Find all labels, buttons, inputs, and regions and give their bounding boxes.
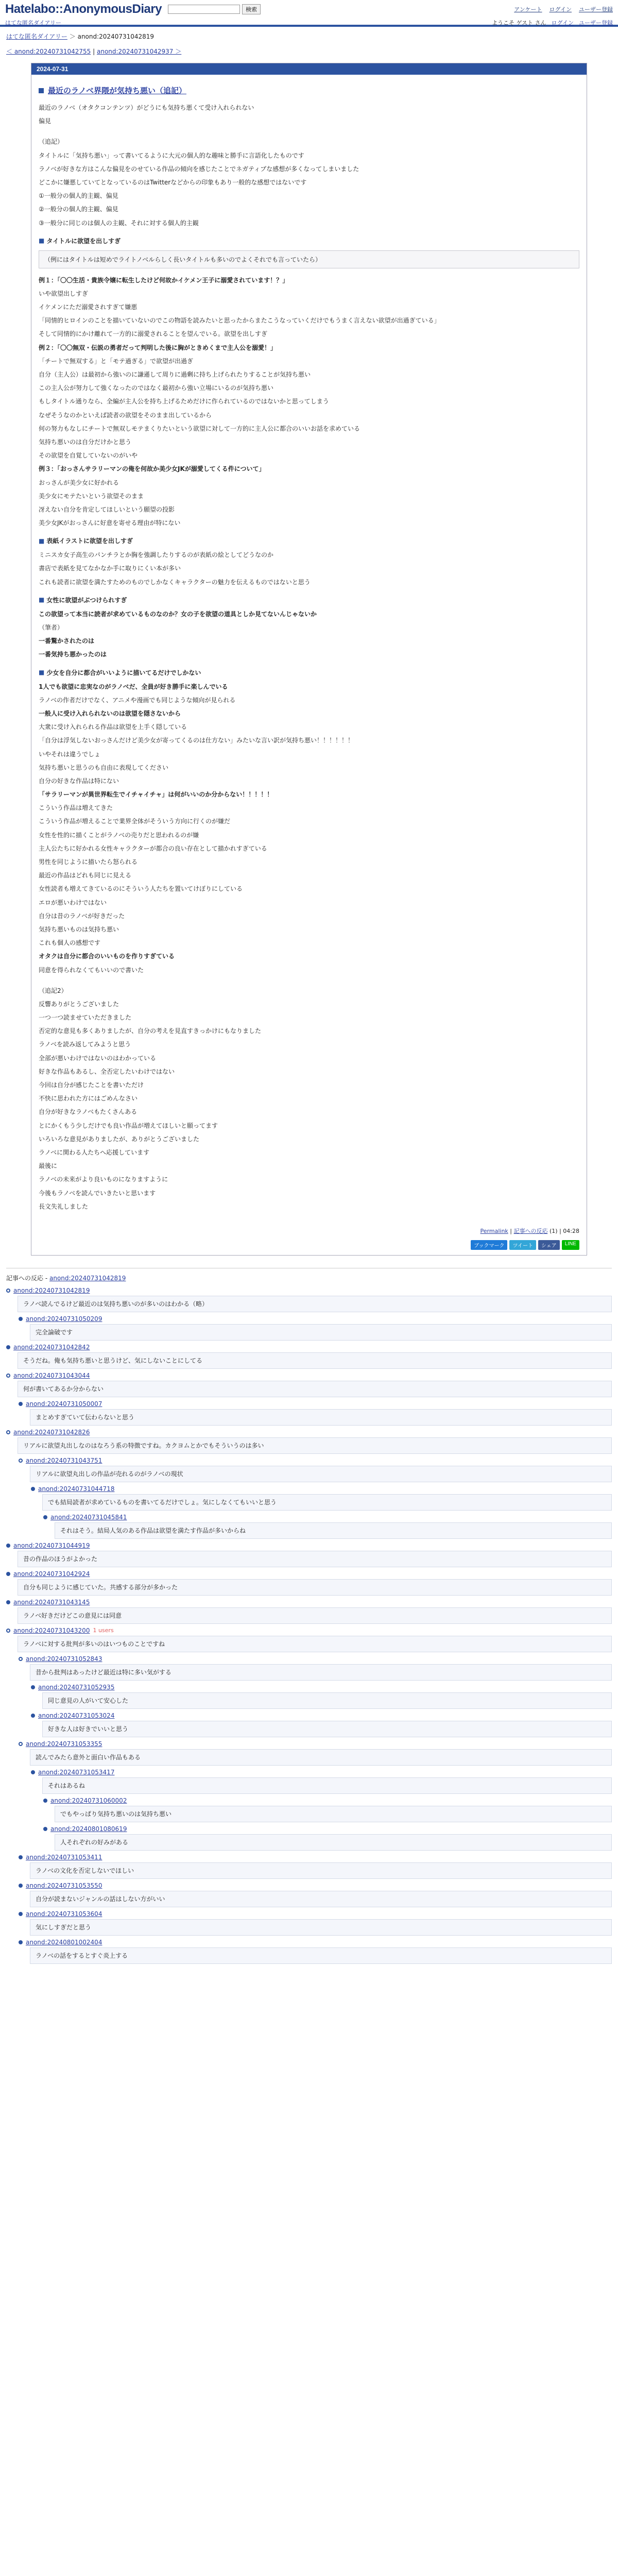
section-paragraph: エロが悪いわけではない [39,899,107,906]
top-bar [0,0,618,19]
trackback-excerpt: でもやっぱり気持ち悪いのは気持ち悪い [55,1806,612,1822]
expand-circle-icon[interactable] [19,1459,23,1463]
section-paragraph: ミニスカ女子高生のパンチラとか胸を強調したりするのが表紙の絵としてどうなのか [39,551,274,559]
trackback-item [6,1370,612,1399]
section-paragraph: いや欲望出しすぎ [39,290,89,297]
article-body [31,75,587,1222]
trackback-link[interactable]: anond:20240731043145 [13,1598,90,1606]
share-buttons [31,1238,587,1255]
article-addendum2 [39,999,579,1212]
article-intro [39,103,579,126]
section-paragraph: 主人公たちに好かれる女性キャラクターが都合の良い存在として描かれすぎている [39,844,267,852]
expand-circle-icon[interactable] [6,1374,10,1378]
addendum2-paragraph: ラノベを読み返してみようと思う [39,1041,131,1048]
tree-heading-prefix: 記事への反応 - [6,1274,48,1282]
section-heading [39,596,579,604]
section-square-icon: ■ [39,237,45,245]
bullet-dot-icon[interactable] [19,1940,23,1944]
section-square-icon: ■ [39,537,45,545]
section-paragraph: いやそれは違うでしょ [39,750,101,758]
trackback-item [19,1654,612,1682]
section-paragraph: オタクは自分に都合のいいものを作りすぎている [39,953,175,960]
trackback-item [19,1880,612,1909]
trackback-link[interactable]: anond:20240731045841 [50,1513,127,1521]
section-heading-text: 表紙イラストに欲望を出しすぎ [46,537,133,545]
expand-circle-icon[interactable] [6,1289,10,1293]
bullet-dot-icon[interactable] [19,1402,23,1406]
trackback-link[interactable]: anond:20240731052843 [26,1655,102,1663]
trackback-item [31,1682,612,1710]
sub-bar [0,19,618,27]
trackback-link[interactable]: anond:20240731042826 [13,1428,90,1436]
section-heading-text: 女性に欲望がぶつけられすぎ [46,596,127,604]
trackback-link[interactable]: anond:20240731052935 [38,1683,115,1691]
trackback-link[interactable]: anond:20240801080619 [50,1825,127,1833]
trackback-excerpt: それはそう。結局人気のある作品は欲望を満たす作品が多いからね [55,1522,612,1539]
section-paragraph: 例１：「〇〇生活・貴族令嬢に転生したけど何故かイケメン王子に溺愛されています！？」 [39,276,289,284]
section-paragraph: 「自分は浮気しないおっさんだけど美少女が寄ってくるのは仕方ない」みたいな言い訳が気持ち悪い！！！！！！ [39,737,354,744]
section-paragraph: 最近の作品はどれも同じに見える [39,872,132,879]
bullet-dot-icon[interactable] [19,1317,23,1321]
tweet-button[interactable]: ツイート [509,1240,536,1250]
trackback-link[interactable]: anond:20240731044919 [13,1541,90,1549]
article-title [39,85,579,96]
tree-heading-id[interactable]: anond:20240731042819 [49,1274,126,1282]
bullet-dot-icon[interactable] [19,1912,23,1916]
section-heading-text: 少女を自分に都合がいいように描いてるだけでしかない [46,669,201,676]
section-paragraph: 気持ち悪いと思うのも自由に表現してください [39,764,169,771]
trackback-excerpt: ラノベ読んでるけど最近のは気持ち悪いのが多いのはわかる（略） [18,1296,612,1312]
trackback-excerpt: リアルに欲望丸出しなのはなろう系の特徴ですね。カクヨムとかでもそういうのは多い [18,1437,612,1454]
section-paragraph: こういう作品が増えることで業界全体がそういう方向に行くのが嫌だ [39,818,231,825]
trackback-excerpt: 昔の作品のほうがよかった [18,1551,612,1567]
trackback-excerpt: 完全論破です [30,1324,612,1341]
addendum2-paragraph: 不快に思われた方にはごめんなさい [39,1095,138,1103]
addendum2-paragraph: 長文失礼しました [39,1202,89,1210]
article-time: 04:28 [563,1227,579,1234]
addendum2-paragraph: 全部が悪いわけではないのはわかっている [39,1054,157,1062]
bullet-dot-icon[interactable] [43,1827,47,1831]
section-paragraph: 1人でも欲望に忠実なのがラノベだ、全員が好き勝手に楽しんでいる [39,683,228,690]
trackback-link[interactable]: anond:20240731042842 [13,1343,90,1351]
addendum2-paragraph: 自分が好きなラノベもたくさんある [39,1108,138,1116]
addendum2-paragraph: 今回は自分が感じたことを書いただけ [39,1081,144,1089]
section-paragraph: 「同情的ヒロインのことを描いていないのでこの物語を読みたいと思ったからまたこうなっていくだけでもうまく言えない欲望が出過ぎている」 [39,317,440,325]
bullet-dot-icon[interactable] [19,1884,23,1888]
trackback-item [31,1484,612,1512]
trackback-excerpt: 同じ意見の人がいて安心した [42,1692,612,1709]
section-paragraph: そして同情的にかけ離れて一方的に溺愛されることを望んでいる。欲望を出しすぎ [39,330,268,338]
section-paragraph: 同意を得られなくてもいいので書いた [39,966,144,974]
trackback-link[interactable]: 記事への反応 [513,1227,548,1234]
addendum2-paragraph: 今後もラノベを読んでいきたいと思います [39,1189,156,1197]
section-paragraph: 気持ち悪いのは自分だけかと思う [39,438,132,446]
trackback-tree [6,1285,612,1965]
section-paragraph: この欲望って本当に読者が求めているものなのか？女の子を欲望の道具としか見てないんじゃないか [39,610,317,618]
bullet-dot-icon[interactable] [6,1544,10,1548]
search-input[interactable] [168,5,240,14]
bullet-dot-icon[interactable] [6,1600,10,1604]
trackback-tree-heading [6,1268,612,1282]
trackback-excerpt: ラノベに対する批判が多いのはいつものことですね [18,1636,612,1652]
breadcrumb-sep: ＞ [69,33,76,40]
section-paragraph: 美少女にモテたいという欲望そのまま [39,492,144,500]
title-square-icon [39,88,44,93]
section-paragraph: （筆者） [39,624,64,631]
trackback-item [31,1710,612,1739]
section-paragraph: 「チートで無双する」と「モテ過ぎる」で欲望が出過ぎ [39,357,194,365]
section-paragraph: 何の努力もなしにチートで無双しモテまくりたいという欲望に対して一方的に主人公に都合のいいお話を求めている [39,425,360,432]
section-paragraph: 気持ち悪いものは気持ち悪い [39,925,119,933]
addendum-paragraph: ②一般分の個人的主観、偏見 [39,206,118,213]
article-date: 2024-07-31 [31,63,587,75]
trackback-excerpt: まとめすぎていて伝わらないと思う [30,1409,612,1426]
trackback-link[interactable]: anond:20240731044718 [38,1485,115,1493]
section-heading [39,236,579,245]
section-paragraph: 一番気持ち悪かったのは [39,651,107,658]
section-paragraph: これも読者に欲望を満たすためのものでしかなくキャラクターの魅力を伝えるものではないと思う [39,578,311,586]
bullet-dot-icon[interactable] [6,1345,10,1349]
breadcrumb [0,27,618,44]
trackback-link[interactable]: anond:20240731053024 [38,1711,115,1719]
section-paragraph: 「サラリーマンが異世界転生でイチャイチャ」は何がいいのか分からない！！！！！ [39,791,273,799]
trackback-link[interactable]: anond:20240731060002 [50,1797,127,1804]
addendum2-heading: （追記2） [39,987,67,994]
trackback-item [31,1767,612,1795]
trackback-link[interactable]: anond:20240731053411 [26,1853,102,1861]
addendum2-paragraph: 最後に [39,1162,58,1170]
section-square-icon: ■ [39,669,45,676]
section-paragraph: 書店で表紙を見てなかなか手に取りにくい本が多い [39,565,181,572]
trackback-count: (1) [550,1227,558,1234]
addendum-paragraph: ラノベが好きな方はこんな偏見をのせている作品の傾向を感じたことでネガティブな感想が多くなってしまいました [39,165,359,173]
next-entry-link[interactable]: anond:20240731042937 ＞ [96,48,182,55]
addendum2-paragraph: 好きな作品もあるし、全否定したいわけではない [39,1067,175,1075]
expand-circle-icon[interactable] [19,1657,23,1661]
addendum2-paragraph: ラノベの未来がより良いものになりますように [39,1176,168,1183]
trackback-excerpt: 好きな人は好きでいいと思う [42,1721,612,1737]
bullet-dot-icon[interactable] [6,1572,10,1576]
trackback-excerpt: それはあるね [42,1777,612,1794]
entry-nav [0,44,618,63]
trackback-item [6,1540,612,1569]
bullet-dot-icon[interactable] [31,1770,35,1774]
section-paragraph: 例２：「〇〇無双・伝説の勇者だって判明した後に胸がときめくまで主人公を溺愛！」 [39,344,277,351]
bullet-dot-icon[interactable] [43,1515,47,1519]
sub-home-link[interactable]: はてな匿名ダイアリー [5,20,62,26]
trackback-link[interactable]: anond:20240731053550 [26,1882,102,1889]
section-paragraph: これも個人の感想です [39,939,101,947]
section-paragraph: 男性を同じように描いたら怒られる [39,858,138,866]
section-paragraph: 冴えない自分を肯定してほしいという願望の投影 [39,505,175,513]
trackback-item [6,1625,612,1654]
trackback-excerpt: 自分が読まないジャンルの話はしない方がいい [30,1891,612,1907]
addendum2-paragraph: 反響ありがとうございました [39,1000,119,1008]
trackback-link[interactable]: anond:20240731050209 [26,1315,102,1323]
intro-paragraph: 最近のラノベ（オタクコンテンツ）がどうにも気持ち悪くて受け入れられない [39,104,254,111]
trackback-link[interactable]: anond:20240731043200 [13,1626,90,1634]
section-paragraph: こういう作品は増えてきた [39,804,113,812]
trackback-item [6,1427,612,1455]
section-heading-text: タイトルに欲望を出しすぎ [46,237,121,245]
breadcrumb-current: anond:20240731042819 [77,33,154,40]
trackback-item [6,1597,612,1625]
top-link-register[interactable]: ユーザー登録 [579,6,613,13]
trackback-excerpt: 人それぞれの好みがある [55,1834,612,1851]
article-sections [39,236,579,975]
section-paragraph: なぜそうなのかといえば読者の欲望をそのまま出しているから [39,411,212,419]
section-paragraph: 女性を性的に描くことがラノベの売りだと思われるのが嫌 [39,831,199,839]
addendum2-paragraph: とにかくもう少しだけでも良い作品が増えてほしいと願ってます [39,1122,218,1129]
intro-paragraph: 偏見 [39,117,52,125]
section-heading [39,536,579,545]
top-link-survey[interactable]: アンケート [514,6,542,13]
section-paragraph: 一般人に受け入れられないのは欲望を隠さないから [39,709,181,717]
addendum-heading: （追記） [39,138,64,146]
section-paragraph: この主人公が努力して強くなったのではなく最初から強い立場にいるのが気持ち悪い [39,384,274,392]
addendum-paragraph: ③一般分に同じのは個人の主観、それに対する個人的主観 [39,219,199,227]
trackback-link[interactable]: anond:20240731042819 [13,1286,90,1294]
article-footer: Permalink | 記事への反応 (1) | 04:28 [480,1227,579,1234]
bookmark-users-badge[interactable]: 1 users [93,1627,114,1634]
section-square-icon: ■ [39,596,45,604]
site-logo[interactable]: Hatelabo::AnonymousDiary [5,2,162,16]
trackback-item [19,1455,612,1484]
trackback-link[interactable]: anond:20240731050007 [26,1400,102,1408]
trackback-item [43,1795,612,1824]
facebook-share-button[interactable]: シェア [538,1240,560,1250]
line-share-button[interactable]: LINE [562,1240,579,1250]
top-links [514,5,613,13]
addendum-paragraph: タイトルに「気持ち悪い」って書いてるように大元の個人的な趣味と勝手に言語化したものです [39,151,304,159]
top-link-login[interactable]: ログイン [549,6,572,13]
addendum-paragraph: ①一般分の個人的主観、偏見 [39,192,118,200]
section-paragraph: もしタイトル通りなら、全編が主人公を持ち上げるためだけに作られているのではないかと思ってしまう [39,398,329,405]
section-paragraph: 自分は昔のラノベが好きだった [39,912,125,920]
section-paragraph: 自分（主人公）は最初から強いのに謙遜して周りに過剰に持ち上げられたりすることが気持ち悪い [39,371,311,378]
section-paragraph: ラノベの作者だけでなく、アニメや漫画でも同じような傾向が見られる [39,696,236,704]
section-paragraph: おっさんが美少女に好かれる [39,479,119,486]
sub-login-link[interactable]: ログイン [551,20,574,26]
bullet-dot-icon[interactable] [19,1855,23,1859]
expand-circle-icon[interactable] [6,1430,10,1434]
section-paragraph: 女性読者も増えてきているのにそういう人たちを置いてけぼりにしている [39,885,243,893]
section-paragraph: 大衆に受け入れられる作品は欲望を上手く隠している [39,723,187,731]
bullet-dot-icon[interactable] [31,1714,35,1718]
addendum2-paragraph: 一つ一つ読ませていただきました [39,1014,132,1022]
section-paragraph: 美少女JKがおっさんに好意を寄せる理由が特にない [39,519,181,527]
trackback-excerpt: 気にしすぎだと思う [30,1919,612,1936]
expand-circle-icon[interactable] [6,1629,10,1633]
trackback-excerpt: ラノベの話をするとすぐ炎上する [30,1947,612,1964]
trackback-item [19,1314,612,1342]
trackback-link[interactable]: anond:20240731053355 [26,1740,102,1748]
trackback-excerpt: 昔から批判はあったけど最近は特に多い気がする [30,1664,612,1681]
bullet-dot-icon[interactable] [31,1487,35,1491]
addendum2-paragraph: 否定的な意見も多くありましたが、自分の考えを見直すきっかけにもなりました [39,1027,262,1035]
section-paragraph: イケメンにただ溺愛されすぎて嫌悪 [39,303,138,311]
trackback-excerpt: でも結局読者が求めているものを書いてるだけでしょ。気にしなくてもいいと思う [42,1494,612,1511]
trackback-excerpt: ラノベ好きだけどこの意見には同意 [18,1607,612,1624]
breadcrumb-root[interactable]: はてな匿名ダイアリー [6,33,67,40]
section-heading [39,668,579,677]
trackback-link[interactable]: anond:20240731043044 [13,1371,90,1379]
trackback-item [6,1342,612,1370]
welcome-text: ようこそ ゲスト さん [491,20,546,26]
search-button[interactable]: 検索 [242,4,261,14]
bullet-dot-icon[interactable] [43,1799,47,1803]
bullet-dot-icon[interactable] [31,1685,35,1689]
trackback-link[interactable]: anond:20240731043751 [26,1456,102,1464]
section-paragraph: 自分の好きな作品は特にない [39,777,119,785]
trackback-link[interactable]: anond:20240801002404 [26,1938,102,1946]
trackback-excerpt: 読んでみたら意外と面白い作品もある [30,1749,612,1766]
section-paragraph: その欲望を自覚していないのがいや [39,452,138,460]
trackback-item [19,1399,612,1427]
trackback-item [19,1909,612,1937]
addendum2-paragraph: いろいろな意見がありましたが、ありがとうございました [39,1135,200,1143]
trackback-item [43,1824,612,1852]
trackback-item [6,1569,612,1597]
prev-entry-link[interactable]: ＜ anond:20240731042755 [6,48,91,55]
trackback-item [19,1937,612,1965]
trackback-excerpt: リアルに欲望丸出しの作品が売れるのがラノベの現状 [30,1466,612,1482]
trackback-link[interactable]: anond:20240731042924 [13,1570,90,1578]
trackback-item [6,1285,612,1314]
trackback-link[interactable]: anond:20240731053604 [26,1910,102,1918]
expand-circle-icon[interactable] [19,1742,23,1746]
trackback-excerpt: ラノベの文化を否定しないでほしい [30,1862,612,1879]
article-title-link[interactable]: 最近のラノベ界隈が気持ち悪い（追記） [48,86,186,95]
bookmark-button[interactable]: ブックマーク [471,1240,507,1250]
trackback-excerpt: 何が書いてあるか分からない [18,1381,612,1397]
trackback-item [19,1852,612,1880]
addendum2-paragraph: ラノベに関わる人たちへ応援しています [39,1148,150,1156]
section-quote: （例にはタイトルは短めでライトノベルらしく長いタイトルも多いのでよくそれでも言っていたら） [39,250,579,268]
section-paragraph: 例３：「おっさんサラリーマンの俺を何故か美少女JKが溺愛してくる件について」 [39,465,265,473]
sub-register-link[interactable]: ユーザー登録 [579,20,613,26]
nav-divider: | [93,48,95,55]
addendum-paragraph: どこかに嫌悪していてとなっているのはTwitterなどからの印象もあり一般的な感想ではないです [39,178,307,186]
article [31,63,587,1256]
trackback-excerpt: 自分も同じように感じていた。共感する部分が多かった [18,1579,612,1596]
trackback-excerpt: そうだね。俺も気持ち悪いと思うけど、気にしないことにしてる [18,1352,612,1369]
trackback-item [43,1512,612,1540]
trackback-item [19,1739,612,1767]
section-paragraph: 一番驚かされたのは [39,637,95,645]
article-addendum [39,151,579,228]
trackback-link[interactable]: anond:20240731053417 [38,1768,115,1776]
permalink-link[interactable]: Permalink [480,1227,508,1234]
